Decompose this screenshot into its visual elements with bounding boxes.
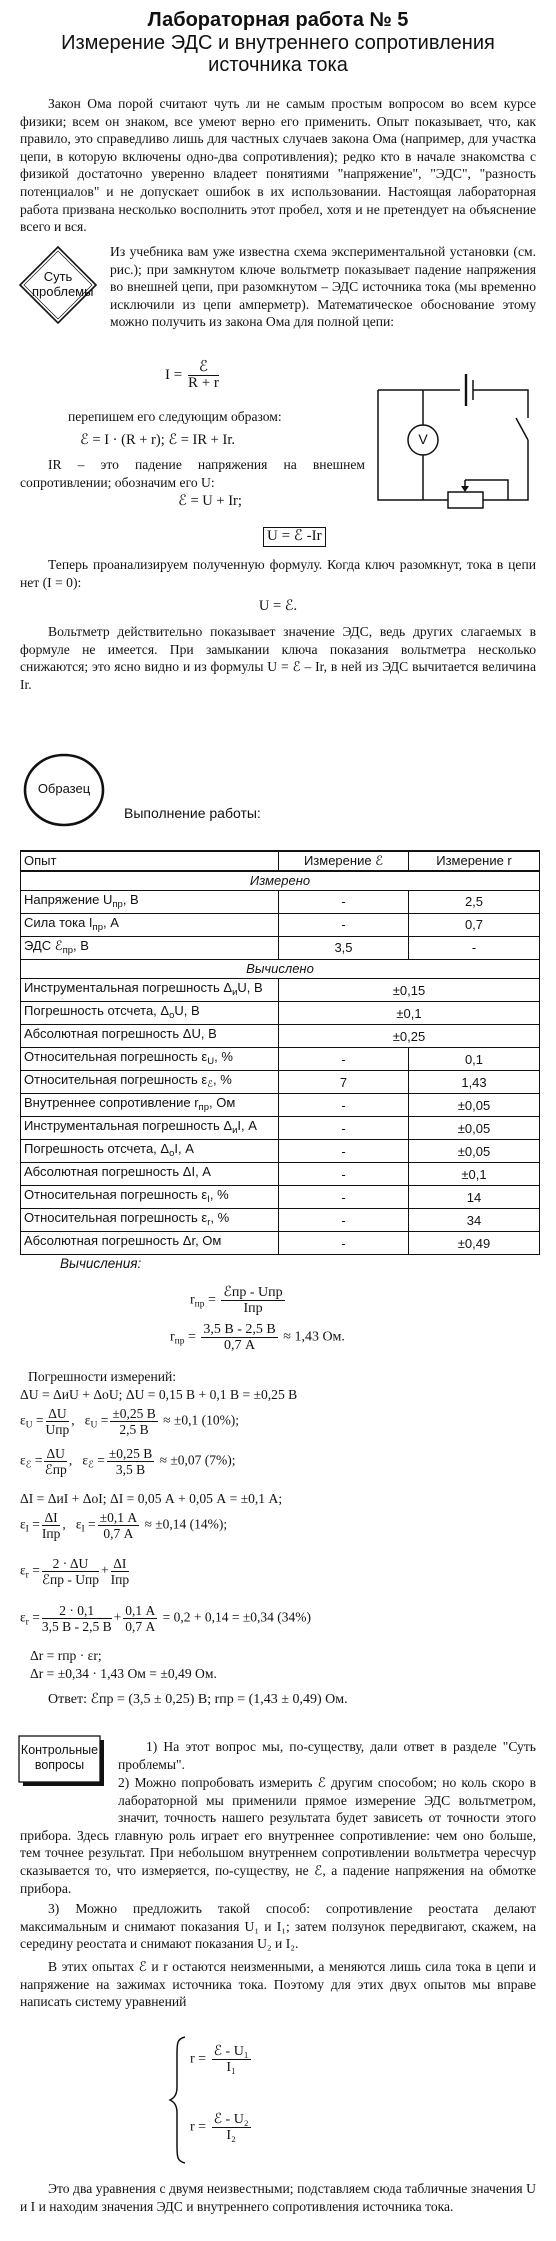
- cell-r: ±0,05: [409, 1094, 540, 1117]
- system-eq-2-lhs: r =: [190, 2119, 207, 2135]
- row-label: [21, 1163, 279, 1186]
- cell-emf: 7: [279, 1071, 409, 1094]
- system-eq-1-lhs: r =: [190, 2051, 207, 2067]
- table-row: [21, 1071, 540, 1094]
- row-label-text: Напряжение U: [24, 891, 113, 907]
- row-label-sub: пр: [112, 898, 123, 910]
- control-answer-4: В этих опытах ℰ и r остаются неизменными, а меняются лишь сила тока в цепи и напряжение на зажимах источника тока. Поэтому для этих двух опытов мы вправе написать систему уравнений: [20, 1959, 536, 2010]
- cell-emf: -: [279, 1163, 409, 1186]
- voltmeter-label: V: [418, 431, 428, 447]
- di-line: ΔI = ΔиI + ΔоI; ΔI = 0,05 А + 0,05 А = ±0,1 А;: [20, 1491, 283, 1506]
- control-answer-3: 3) Можно предложить такой способ: сопротивление реостата делают максимальным и снимают показания U₁ и I₁; затем ползунок передвигают, скажем, на середину реостата и снимают показания U₂ и I₂.: [20, 1901, 536, 1952]
- cell-r: ±0,05: [409, 1140, 540, 1163]
- row-label-sub: пр: [92, 921, 103, 933]
- u-eq-e-formula: U = ℰ.: [258, 598, 298, 614]
- row-label: [21, 1002, 279, 1025]
- row-label-text: Относительная погрешность ε: [24, 1210, 208, 1226]
- e-u-ir-formula: ℰ = U + Ir;: [178, 493, 242, 509]
- cell-r: ±0,1: [409, 1163, 540, 1186]
- row-label-text: Инструментальная погрешность Δ: [24, 980, 233, 996]
- sample-badge-label: Образец: [37, 781, 91, 796]
- section-measured-row-label: Измерено: [21, 871, 540, 891]
- row-label-text: Относительная погрешность ε: [24, 1072, 208, 1088]
- rewrite-text: перепишем его следующим образом:: [68, 409, 282, 424]
- page-title: Лабораторная работа № 5: [147, 9, 409, 31]
- row-label: [21, 1209, 279, 1232]
- curly-brace-icon: [168, 2035, 188, 2165]
- row-label-sub: и: [232, 1125, 238, 1137]
- er2-den1: 3,5 В - 2,5 В: [41, 1619, 112, 1634]
- row-label: [21, 936, 279, 959]
- table-row: [21, 1025, 540, 1048]
- row-label: [21, 1071, 279, 1094]
- ei-den: Iпр: [41, 1526, 61, 1541]
- ee-den2: 3,5 В: [115, 1462, 146, 1477]
- ei-den2: 0,7 А: [103, 1526, 134, 1541]
- calc-title: Вычисления:: [60, 1256, 142, 1271]
- er2-result: = 0,2 + 0,14 = ±0,34 (34%): [162, 1609, 311, 1625]
- problem-badge: [18, 245, 98, 325]
- rpr2-lhs-sub: пр: [174, 1336, 185, 1347]
- table-row: [21, 1163, 540, 1186]
- row-label: [21, 1140, 279, 1163]
- problem-text: Из учебника вам уже известна схема экспериментальной установки (см. рис.); при замкнутом ключе вольтметр показывает падение напряжения во внешней цепи, при разомкнутом – ЭДС источника тока (мы временно исключили из цепи амперметр). Математическое обоснование этому можно получить из закона Ома для полной цепи:: [110, 244, 536, 330]
- er2-formula: $\varepsilon_r$ = $\frac{2 \cdot 0,1}{3,5 В - 2,5 В}$ + $\frac{0,1 А}{0,7 А}$ = 0,2 + 0,14 = ±0,34 (34%): [20, 1603, 311, 1634]
- row-label: [21, 890, 279, 913]
- eu-den: Uпр: [45, 1422, 70, 1437]
- cell-emf: -: [279, 1140, 409, 1163]
- control-answer-2-flow: 2) Можно попробовать измерить ℰ другим способом; но коль скоро в лабораторной мы применили прямое измерение ЭДС вольтметром, значит, точность нашего результата будет зависеть от точности этого прибора. Здесь главную роль играет его внутреннее сопротивление: чем оно больше, тем точнее результат. При небольшом внутреннем сопротивлении вольтметра чересчур сказывается то, что измеряется, по-существу, не ℰ, а падение напряжения на обмотке прибора.: [20, 1775, 536, 1896]
- rpr2-eq: =: [188, 1329, 196, 1345]
- cell-r: ±0,49: [409, 1232, 540, 1255]
- rpr2-lhs: r: [170, 1329, 175, 1345]
- execution-title: Выполнение работы:: [124, 805, 261, 821]
- results-table: [20, 850, 540, 1255]
- system-eq-1-num: ℰ - U₁: [213, 2044, 249, 2059]
- eu-formula: $\varepsilon_U$ = $\frac{\Delta U}{\text{Uпр}}$ , $\varepsilon_U$ = $\frac{\pm 0,25 В}{2,5 В}$ ≈ ±0,1 (10%);: [20, 1406, 240, 1437]
- section-measured-row: [21, 871, 540, 891]
- row-label: [21, 1117, 279, 1140]
- row-label: [21, 1232, 279, 1255]
- cell-r: 1,43: [409, 1071, 540, 1094]
- er2-den2: 0,7 А: [125, 1619, 156, 1634]
- table-header-row: [21, 851, 540, 871]
- rpr-formula-1: [190, 1285, 287, 1316]
- eu-den2: 2,5 В: [119, 1422, 149, 1437]
- table-body: [21, 871, 540, 1255]
- analyze-text: Теперь проанализируем полученную формулу. Когда ключ разомкнут, тока в цепи нет (I = 0):: [20, 557, 536, 590]
- ee-formula: $\varepsilon_ℰ$ = $\frac{\Delta U}{\text{ℰпр}}$ , $\varepsilon_ℰ$ = $\frac{\pm 0,25 В}{3,5 В}$ ≈ ±0,07 (7%);: [20, 1446, 236, 1477]
- ei-num2: ±0,1 А: [99, 1510, 138, 1525]
- row-label: [21, 979, 279, 1002]
- ee-den: ℰпр: [44, 1462, 67, 1477]
- du-line: ΔU = ΔиU + ΔоU; ΔU = 0,15 В + 0,1 В = ±0,25 В: [20, 1387, 298, 1402]
- row-label-sub: ℰ: [207, 1079, 213, 1091]
- row-label-unit: , В: [122, 891, 139, 907]
- col-header-emf: Измерение ℰ: [279, 851, 409, 871]
- rewrite-formula: ℰ = I · (R + r); ℰ = IR + Ir.: [80, 432, 235, 448]
- table-row: [21, 1186, 540, 1209]
- row-label-sub: r: [207, 1217, 211, 1229]
- ei-num: ΔI: [42, 1510, 60, 1526]
- system-eq-1: [190, 2044, 253, 2075]
- cell-emf: -: [279, 1209, 409, 1232]
- row-label: [21, 913, 279, 936]
- conclusion-text: Это два уравнения с двумя неизвестными; подставляем сюда табличные значения U и I и находим значения ЭДС и внутреннего сопротивления источника тока.: [20, 2181, 536, 2214]
- row-label-unit: , %: [214, 1049, 233, 1065]
- row-label-text: Относительная погрешность ε: [24, 1187, 208, 1203]
- cell-r: 34: [409, 1209, 540, 1232]
- row-label-unit: I, А: [174, 1141, 194, 1157]
- rpr-formula-2: [170, 1322, 345, 1353]
- er2-num1: 2 · 0,1: [42, 1603, 112, 1619]
- dr-line-2: Δr = ±0,34 · 1,43 Ом = ±0,49 Ом.: [30, 1666, 217, 1681]
- row-label-sub: и: [232, 987, 238, 999]
- row-label-unit: , В: [73, 937, 89, 953]
- rpr-eq: =: [208, 1292, 216, 1308]
- table-row: [21, 1232, 540, 1255]
- row-label-unit: U, В: [174, 1003, 200, 1019]
- row-label-text: Относительная погрешность ε: [24, 1049, 208, 1065]
- cell-emf: -: [279, 1048, 409, 1071]
- page-subtitle-1: Измерение ЭДС и внутреннего сопротивления: [61, 32, 495, 54]
- problem-badge-label: Суть проблемы: [32, 269, 94, 299]
- rpr2-result: ≈ 1,43 Ом.: [283, 1329, 345, 1345]
- cell-emf: -: [279, 1117, 409, 1140]
- ohm-formula: [165, 360, 221, 391]
- row-label-text: Абсолютная погрешность Δr, Ом: [24, 1233, 222, 1249]
- row-label-unit: , Ом: [208, 1095, 236, 1111]
- row-label: [21, 1025, 279, 1048]
- row-label-sub: U: [207, 1056, 215, 1068]
- section-calculated-row: [21, 959, 540, 979]
- cell-r: -: [409, 936, 540, 959]
- rpr2-num: 3,5 В - 2,5 В: [203, 1322, 276, 1337]
- system-eq-1-den: I₁: [226, 2060, 236, 2075]
- section-calculated-row-label: Вычислено: [21, 959, 540, 979]
- cell-emf: -: [279, 1094, 409, 1117]
- er-den2: Iпр: [110, 1572, 130, 1587]
- table-row: [21, 1209, 540, 1232]
- table-row: [21, 1117, 540, 1140]
- cell-merged: ±0,25: [279, 1025, 540, 1048]
- rpr-lhs-sub: пр: [194, 1299, 205, 1310]
- cell-r: ±0,05: [409, 1117, 540, 1140]
- cell-r: 14: [409, 1186, 540, 1209]
- circuit-schematic-icon: [368, 360, 538, 510]
- row-label-sub: I: [207, 1194, 210, 1206]
- equation-system: [168, 2030, 288, 2170]
- page-subtitle-2: источника тока: [208, 54, 348, 76]
- rpr-num: ℰпр - Uпр: [223, 1285, 283, 1300]
- ee-num: ΔU: [46, 1446, 65, 1461]
- ohm-num: ℰ: [188, 360, 219, 376]
- control-badge-label: Контрольные вопросы: [20, 1743, 99, 1772]
- table-row: [21, 1048, 540, 1071]
- voltmeter-text: Вольтметр действительно показывает значение ЭДС, ведь других слагаемых в формуле не имеется. При замыкании ключа показания вольтметра несколько снижаются; это ясно видно и из формулы U = ℰ – Ir, в ней из ЭДС вычитается величина Ir.: [20, 624, 536, 692]
- table-row: [21, 1140, 540, 1163]
- row-label-sub: о: [169, 1148, 175, 1160]
- eu-result: ≈ ±0,1 (10%);: [163, 1412, 240, 1428]
- er2-num2: 0,1 А: [125, 1603, 156, 1618]
- table-row: [21, 979, 540, 1002]
- row-label-unit: , А: [102, 914, 119, 930]
- table-row: [21, 913, 540, 936]
- ohm-lhs: I =: [165, 366, 183, 383]
- rpr-lhs: r: [190, 1292, 195, 1308]
- cell-r: 0,7: [409, 913, 540, 936]
- row-label-text: Абсолютная погрешность ΔI, А: [24, 1164, 211, 1180]
- system-eq-2-den: I₂: [226, 2128, 236, 2143]
- rpr2-den: 0,7 А: [224, 1338, 256, 1353]
- system-eq-2-num: ℰ - U₂: [213, 2112, 249, 2127]
- row-label-unit: , %: [210, 1210, 230, 1226]
- row-label-sub: пр: [62, 944, 74, 956]
- col-header-r: Измерение r: [409, 851, 540, 871]
- eu-num2: ±0,25 В: [112, 1406, 156, 1421]
- row-label-text: Абсолютная погрешность ΔU, В: [24, 1026, 217, 1042]
- row-label: [21, 1094, 279, 1117]
- row-label-text: Внутреннее сопротивление r: [24, 1095, 199, 1111]
- cell-merged: ±0,15: [279, 979, 540, 1002]
- boxed-formula-text: U = ℰ -Ir: [263, 527, 326, 547]
- errors-title: Погрешности измерений:: [28, 1369, 177, 1384]
- row-label: [21, 1186, 279, 1209]
- row-label: [21, 1048, 279, 1071]
- control-answer-2-rest: [20, 1774, 536, 1900]
- control-answer-1: 1) На этот вопрос мы, по-существу, дали ответ в разделе "Суть проблемы".: [118, 1739, 536, 1772]
- rpr-den: Iпр: [243, 1301, 263, 1316]
- row-label-unit: , %: [209, 1187, 229, 1203]
- intro-paragraph: Закон Ома порой считают чуть ли не самым простым вопросом во всем курсе физики; всем он знаком, все умеют верно его применить. Опыт показывает, что, как правило, это справедливо лишь для частных случаев закона Ома (например, для участка цепи, в которую включены одно-два сопротивления); редко кто в начале знакомства с физикой достаточно уверенно владеет понятиями "напряжение", "ЭДС", "разность потенциалов" и не допускает ошибок в их использовании. Настоящая лабораторная работа призвана несколько восполнить этот пробел, хотя и не претендует на объяснение всего и вся.: [20, 96, 536, 235]
- row-label-sub: о: [169, 1010, 175, 1022]
- col-header-experiment: Опыт: [21, 851, 279, 871]
- er-num1: 2 · ΔU: [42, 1556, 99, 1572]
- row-label-text: Погрешность отсчета, Δ: [24, 1003, 170, 1019]
- row-label-unit: I, А: [237, 1118, 257, 1134]
- cell-emf: -: [279, 1232, 409, 1255]
- cell-emf: 3,5: [279, 936, 409, 959]
- circuit-diagram: [368, 360, 538, 510]
- ee-result: ≈ ±0,07 (7%);: [159, 1452, 236, 1468]
- row-label-sub: пр: [198, 1102, 209, 1114]
- row-label-unit: , %: [212, 1072, 232, 1088]
- boxed-formula: [263, 527, 326, 547]
- cell-emf: -: [279, 890, 409, 913]
- ee-num2: ±0,25 В: [108, 1446, 153, 1461]
- cell-r: 2,5: [409, 890, 540, 913]
- row-label-unit: U, В: [237, 980, 263, 996]
- table-row: [21, 936, 540, 959]
- cell-emf: -: [279, 1186, 409, 1209]
- cell-emf: -: [279, 913, 409, 936]
- sample-badge: [22, 752, 106, 828]
- dr-line-1: Δr = rпр · εr;: [30, 1648, 102, 1663]
- table-row: [21, 1002, 540, 1025]
- ohm-den: R + r: [187, 375, 219, 391]
- row-label-text: Погрешность отсчета, Δ: [24, 1141, 170, 1157]
- table-row: [21, 1094, 540, 1117]
- row-label-text: Сила тока I: [24, 914, 93, 930]
- system-eq-2: [190, 2112, 253, 2143]
- row-label-text: ЭДС ℰ: [24, 937, 63, 953]
- ir-text: IR – это падение напряжения на внешнем сопротивлении; обозначим его U:: [20, 457, 365, 490]
- er-num2: ΔI: [111, 1556, 129, 1572]
- ei-result: ≈ ±0,14 (14%);: [144, 1516, 228, 1532]
- table-row: [21, 890, 540, 913]
- cell-merged: ±0,1: [279, 1002, 540, 1025]
- cell-r: 0,1: [409, 1048, 540, 1071]
- answer-line: Ответ: ℰпр = (3,5 ± 0,25) В; rпр = (1,43 ± 0,49) Ом.: [48, 1692, 348, 1707]
- ei-formula: $\varepsilon_I$ = $\frac{\Delta I}{\text{Iпр}}$ , $\varepsilon_I$ = $\frac{\pm 0,1 А}{0,7 А}$ ≈ ±0,14 (14%);: [20, 1510, 228, 1541]
- er-formula: $\varepsilon_r$ = $\frac{2 \cdot \Delta U}{\text{ℰпр - Uпр}}$ + $\frac{\Delta I}{\text{Iпр}}$: [20, 1556, 130, 1587]
- row-label-text: Инструментальная погрешность Δ: [24, 1118, 233, 1134]
- eu-num: ΔU: [46, 1406, 70, 1422]
- er-den1: ℰпр - Uпр: [41, 1572, 99, 1587]
